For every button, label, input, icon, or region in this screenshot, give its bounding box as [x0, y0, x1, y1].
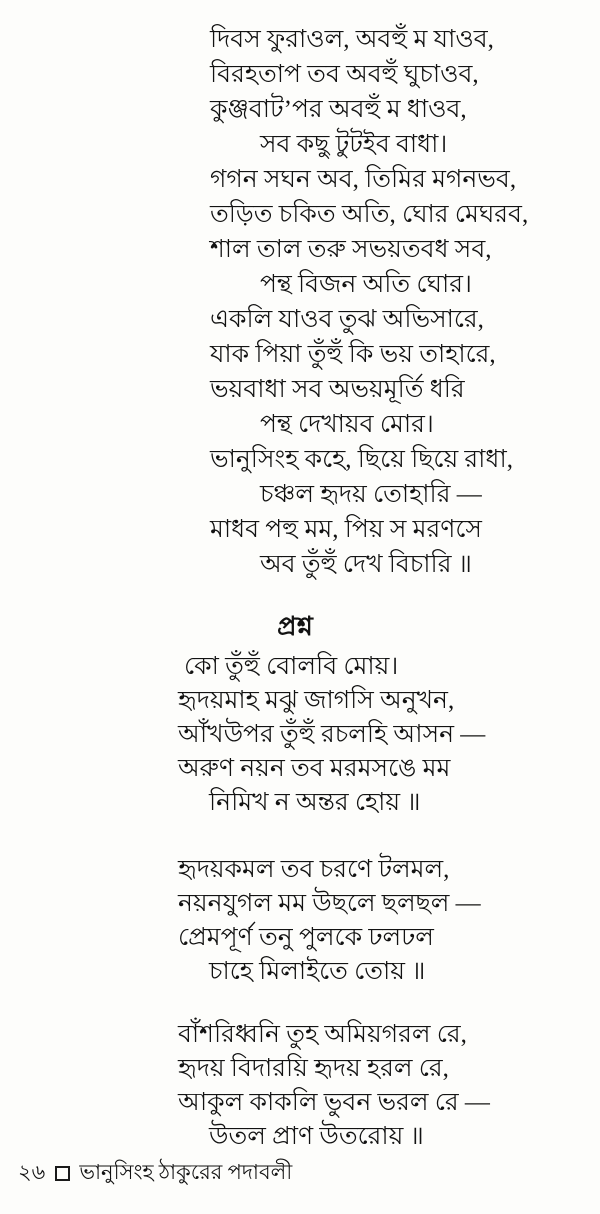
- poem-line: হৃদয়মাহ মঝু জাগসি অনুখন,: [178, 687, 455, 714]
- poem-line: চঞ্চল হৃদয় তোহারি —: [260, 481, 482, 508]
- poem-line: হৃদয়কমল তব চরণে টলমল,: [178, 856, 450, 883]
- poem-first: [210, 22, 528, 582]
- poem-line: আঁখউপর তুঁহুঁ রচলহি আসন —: [178, 721, 486, 748]
- poem-line: দিবস ফুরাওল, অবহুঁ ম যাওব,: [210, 26, 494, 53]
- poem-line: বিরহতাপ তব অবহুঁ ঘুচাওব,: [210, 61, 479, 88]
- page-number: ২৬: [18, 1160, 46, 1184]
- book-title: ভানুসিংহ ঠাকুরের পদাবলী: [79, 1160, 293, 1184]
- page-footer: [18, 1156, 292, 1191]
- poem-line: উতল প্রাণ উতরোয় ॥: [209, 1123, 424, 1150]
- poem-line: তড়িত চকিত অতি, ঘোর মেঘরব,: [210, 201, 529, 228]
- poem-line: বাঁশরিধ্বনি তুহ অমিয়গরল রে,: [178, 1021, 467, 1048]
- poem-line: পন্থ দেখায়ব মোর।: [260, 411, 434, 438]
- poem-line: গগন সঘন অব, তিমির মগনভব,: [210, 166, 517, 193]
- poem-line: একলি যাওব তুঝ অভিসারে,: [210, 306, 484, 333]
- poem-line: প্রেমপূর্ণ তনু পুলকে ঢলঢল: [178, 924, 434, 951]
- poem-second-stanza-2: [178, 853, 481, 989]
- poem-line: সব কছু টুটইব বাধা।: [260, 131, 448, 158]
- square-bullet-icon: [55, 1166, 70, 1181]
- poem-line: ভয়বাধা সব অভয়মূর্তি ধরি: [210, 376, 465, 403]
- poem-line: পন্থ বিজন অতি ঘোর।: [260, 271, 472, 298]
- poem-line: অব তুঁহুঁ দেখ বিচারি ॥: [260, 551, 472, 578]
- poem-line: কো তুঁহুঁ বোলবি মোয়।: [184, 653, 399, 680]
- poem-line: মাধব পহু মম, পিয় স মরণসে: [210, 516, 482, 543]
- poem-second-stanza-1: [178, 650, 485, 820]
- poem-line: নিমিখ ন অন্তর হোয় ॥: [209, 789, 421, 816]
- poem-line: ভানুসিংহ কহে, ছিয়ে ছিয়ে রাধা,: [210, 446, 513, 473]
- poem-line: চাহে মিলাইতে তোয় ॥: [209, 958, 426, 985]
- poem-line: অরুণ নয়ন তব মরমসঙে মম: [178, 755, 451, 782]
- poem-second-stanza-3: [178, 1018, 490, 1154]
- poem-line: নয়নযুগল মম উছলে ছলছল —: [178, 890, 481, 917]
- poem-line: হৃদয় বিদারয়ি হৃদয় হরল রে,: [178, 1055, 449, 1082]
- section-heading: প্রশ্ন: [277, 612, 313, 641]
- poem-line: যাক পিয়া তুঁহুঁ কি ভয় তাহারে,: [210, 341, 496, 368]
- poem-line: শাল তাল তরু সভয়তবধ সব,: [210, 236, 492, 263]
- poem-line: আকুল কাকলি ভুবন ভরল রে —: [178, 1089, 490, 1116]
- poem-line: কুঞ্জবাট’পর অবহুঁ ম ধাওব,: [210, 96, 467, 123]
